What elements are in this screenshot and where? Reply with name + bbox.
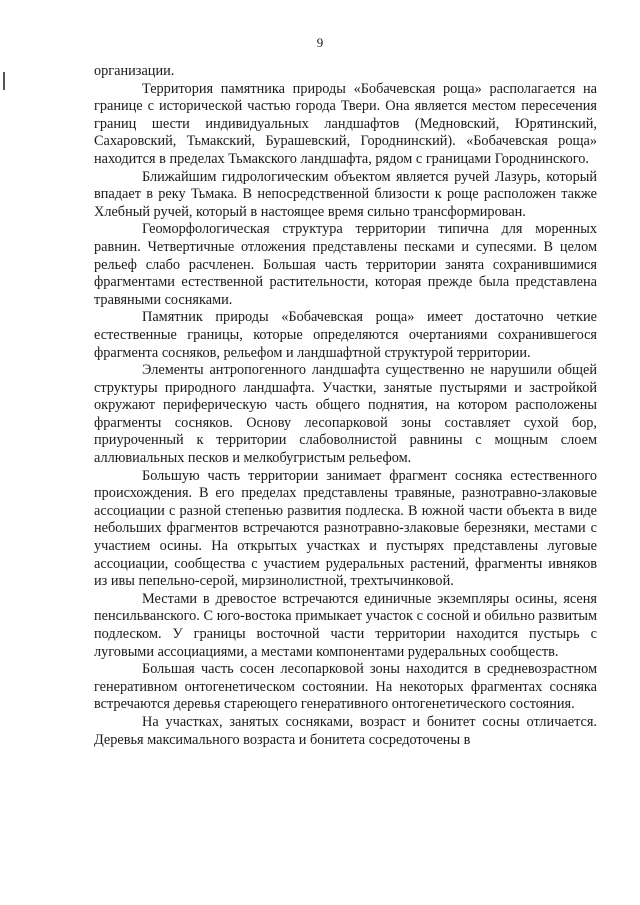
paragraph-hydrology: Ближайшим гидрологическим объектом является ручей Лазурь, который впадает в реку Тьмака. В непосредственной близости к роще расположен также Хлебный ручей, который в настоящее время сильно трансформирован. — [94, 168, 597, 220]
paragraph-geomorphology: Геоморфологическая структура территории типична для моренных равнин. Четвертичные отложения представлены песками и супесями. В целом рельеф слабо расчленен. Большая часть территории занята сохранившимися фрагментами естественной растительности, которая прежде была представлена травяными сосняками. — [94, 221, 597, 308]
paragraph-continuation: организации. — [94, 63, 175, 79]
body-text — [94, 63, 597, 749]
scan-edge-mark — [3, 72, 5, 90]
paragraph-tree-stand: Местами в древостое встречаются единичные экземпляры осины, ясеня пенсильванского. С юго-востока примыкает участок с сосной и обильно развитым подлеском. У границы восточной части территории находится пустырь с луговыми ассоциациями, а местами компонентами рудеральных сообществ. — [94, 590, 597, 660]
page-number: 9 — [316, 35, 324, 50]
paragraph-boundaries: Памятник природы «Бобачевская роща» имеет достаточно четкие естественные границы, которые определяются очертаниями сохранившегося фрагмента сосняков, рельефом и ландшафтной структурой территории. — [94, 309, 597, 361]
paragraph-pine-forest: Большую часть территории занимает фрагмент сосняка естественного происхождения. В его пределах представлены травяные, разнотравно-злаковые ассоциации с разной степенью развития подлеска. В южной части объекта в виде небольших фрагментов встречаются разнотравно-злаковые березняки, местами с участием осины. На открытых участках и пустырях представлены луговые ассоциации, сообщества с участием рудеральных растений, фрагменты ивняков из ивы пепельно-серой, мирзинолистной, трехтычинковой. — [94, 467, 597, 590]
paragraph-anthropogenic: Элементы антропогенного ландшафта существенно не нарушили общей структуры природного ландшафта. Участки, занятые пустырями и застройкой окружают периферическую часть общего поднятия, на котором расположены фрагменты сосняков. Основу лесопарковой зоны составляет сухой бор, приуроченный к территории слабоволнистой равнины с мощным слоем аллювиальных песков и мелкобугристым рельефом. — [94, 362, 597, 467]
paragraph-ontogenetic-state: Большая часть сосен лесопарковой зоны находится в средневозрастном генеративном онтогенетическом состоянии. На некоторых фрагментах сосняка встречаются деревья стареющего генеративного онтогенетического состояния. — [94, 661, 597, 713]
paragraph-age-bonitet: На участках, занятых сосняками, возраст и бонитет сосны отличается. Деревья максимального возраста и бонитета сосредоточены в — [94, 713, 597, 748]
paragraph-location: Территория памятника природы «Бобачевская роща» располагается на границе с исторической частью города Твери. Она является местом пересечения границ шести индивидуальных ландшафтов (Медновский, Юрятинский, Сахаровский, Тьмакский, Бурашевский, Городнинский). «Бобачевская роща» находится в пределах Тьмакского ландшафта, рядом с границами Городнинского. — [94, 80, 597, 167]
